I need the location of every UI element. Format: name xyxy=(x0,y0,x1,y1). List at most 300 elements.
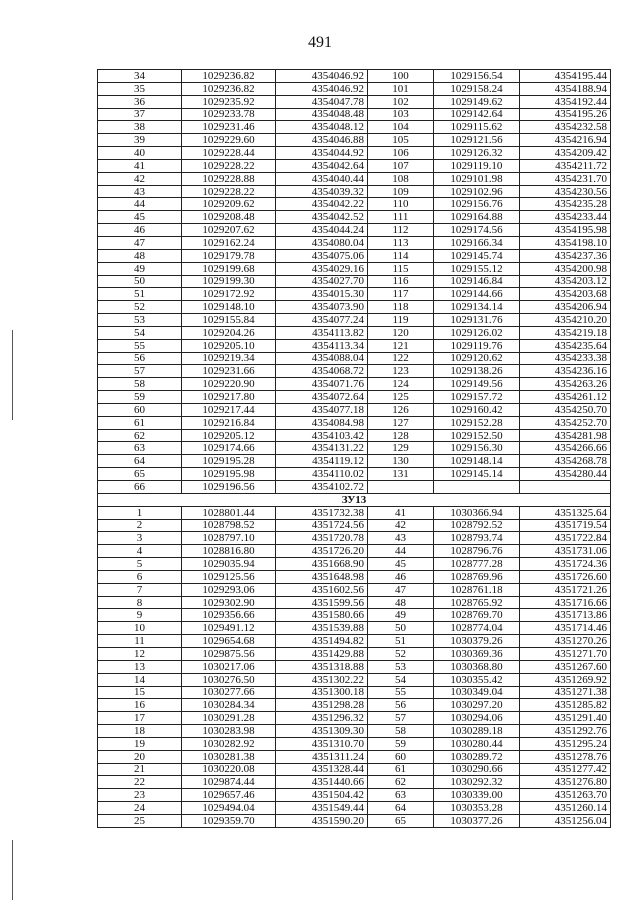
y-coordinate-cell: 4354231.70 xyxy=(520,172,611,185)
y-coordinate-cell: 4354188.94 xyxy=(520,82,611,95)
x-coordinate-cell: 1029199.30 xyxy=(182,275,276,288)
section-title: ЗУ13 xyxy=(98,493,611,506)
point-number-cell: 45 xyxy=(98,211,182,224)
x-coordinate-cell: 1030289.72 xyxy=(434,750,520,763)
x-coordinate-cell: 1029138.26 xyxy=(434,365,520,378)
point-number-cell: 4 xyxy=(98,545,182,558)
coordinates-table xyxy=(97,69,611,828)
point-number-cell: 41 xyxy=(98,159,182,172)
table-row xyxy=(98,673,611,686)
x-coordinate-cell: 1029101.98 xyxy=(434,172,520,185)
x-coordinate-cell: 1030282.92 xyxy=(182,737,276,750)
point-number-cell: 110 xyxy=(368,198,434,211)
x-coordinate-cell: 1029217.44 xyxy=(182,403,276,416)
y-coordinate-cell: 4354047.78 xyxy=(276,95,368,108)
y-coordinate-cell: 4354077.18 xyxy=(276,403,368,416)
x-coordinate-cell: 1029657.46 xyxy=(182,789,276,802)
y-coordinate-cell: 4351440.66 xyxy=(276,776,368,789)
point-number-cell: 54 xyxy=(368,673,434,686)
x-coordinate-cell: 1030284.34 xyxy=(182,699,276,712)
x-coordinate-cell: 1029207.62 xyxy=(182,224,276,237)
table-row xyxy=(98,802,611,815)
point-number-cell: 123 xyxy=(368,365,434,378)
y-coordinate-cell: 4354039.32 xyxy=(276,185,368,198)
table-row xyxy=(98,185,611,198)
x-coordinate-cell: 1030353.28 xyxy=(434,802,520,815)
y-coordinate-cell: 4354113.34 xyxy=(276,339,368,352)
point-number-cell: 100 xyxy=(368,70,434,83)
x-coordinate-cell: 1029148.10 xyxy=(182,301,276,314)
x-coordinate-cell: 1029164.88 xyxy=(434,211,520,224)
x-coordinate-cell: 1029102.96 xyxy=(434,185,520,198)
point-number-cell: 44 xyxy=(368,545,434,558)
point-number-cell: 102 xyxy=(368,95,434,108)
table-row xyxy=(98,442,611,455)
point-number-cell: 5 xyxy=(98,558,182,571)
point-number-cell: 63 xyxy=(368,789,434,802)
x-coordinate-cell: 1029179.78 xyxy=(182,249,276,262)
y-coordinate-cell: 4351292.76 xyxy=(520,725,611,738)
point-number-cell: 126 xyxy=(368,403,434,416)
table-row xyxy=(98,147,611,160)
y-coordinate-cell: 4351732.38 xyxy=(276,506,368,519)
point-number-cell: 37 xyxy=(98,108,182,121)
x-coordinate-cell: 1030280.44 xyxy=(434,737,520,750)
y-coordinate-cell: 4354232.58 xyxy=(520,121,611,134)
point-number-cell: 130 xyxy=(368,455,434,468)
y-coordinate-cell: 4354046.92 xyxy=(276,82,368,95)
point-number-cell: 11 xyxy=(98,635,182,648)
table-row xyxy=(98,391,611,404)
y-coordinate-cell: 4354206.94 xyxy=(520,301,611,314)
table-row xyxy=(98,570,611,583)
table-row xyxy=(98,352,611,365)
point-number-cell: 23 xyxy=(98,789,182,802)
point-number-cell: 121 xyxy=(368,339,434,352)
y-coordinate-cell: 4351716.66 xyxy=(520,596,611,609)
y-coordinate-cell: 4354203.12 xyxy=(520,275,611,288)
table-row xyxy=(98,545,611,558)
y-coordinate-cell: 4351300.18 xyxy=(276,686,368,699)
point-number-cell: 120 xyxy=(368,326,434,339)
table-row xyxy=(98,82,611,95)
point-number-cell: 10 xyxy=(98,622,182,635)
point-number-cell: 25 xyxy=(98,814,182,827)
table-row xyxy=(98,789,611,802)
x-coordinate-cell: 1030368.80 xyxy=(434,660,520,673)
x-coordinate-cell: 1029875.56 xyxy=(182,647,276,660)
y-coordinate-cell: 4354103.42 xyxy=(276,429,368,442)
point-number-cell: 64 xyxy=(368,802,434,815)
table-row xyxy=(98,249,611,262)
point-number-cell: 34 xyxy=(98,70,182,83)
y-coordinate-cell: 4351539.88 xyxy=(276,622,368,635)
x-coordinate-cell: 1029195.28 xyxy=(182,455,276,468)
point-number-cell: 8 xyxy=(98,596,182,609)
x-coordinate-cell: 1029156.54 xyxy=(434,70,520,83)
point-number-cell: 117 xyxy=(368,288,434,301)
y-coordinate-cell: 4354198.10 xyxy=(520,236,611,249)
y-coordinate-cell: 4354261.12 xyxy=(520,391,611,404)
table-row xyxy=(98,635,611,648)
point-number-cell: 49 xyxy=(368,609,434,622)
x-coordinate-cell: 1029121.56 xyxy=(434,134,520,147)
x-coordinate-cell: 1029131.76 xyxy=(434,314,520,327)
table-row xyxy=(98,506,611,519)
y-coordinate-cell: 4354211.72 xyxy=(520,159,611,172)
x-coordinate-cell: 1029209.62 xyxy=(182,198,276,211)
y-coordinate-cell: 4354084.98 xyxy=(276,416,368,429)
y-coordinate-cell: 4354015.30 xyxy=(276,288,368,301)
y-coordinate-cell: 4354046.92 xyxy=(276,70,368,83)
y-coordinate-cell: 4354281.98 xyxy=(520,429,611,442)
x-coordinate-cell: 1030377.26 xyxy=(434,814,520,827)
y-coordinate-cell: 4354044.24 xyxy=(276,224,368,237)
x-coordinate-cell: 1029126.02 xyxy=(434,326,520,339)
y-coordinate-cell: 4351276.80 xyxy=(520,776,611,789)
y-coordinate-cell: 4354048.12 xyxy=(276,121,368,134)
x-coordinate-cell: 1029145.14 xyxy=(434,468,520,481)
x-coordinate-cell: 1029217.80 xyxy=(182,391,276,404)
y-coordinate-cell: 4351429.88 xyxy=(276,647,368,660)
point-number-cell: 116 xyxy=(368,275,434,288)
point-number-cell: 113 xyxy=(368,236,434,249)
y-coordinate-cell: 4354237.36 xyxy=(520,249,611,262)
y-coordinate-cell: 4354195.44 xyxy=(520,70,611,83)
table-row xyxy=(98,763,611,776)
table-row xyxy=(98,750,611,763)
point-number-cell: 48 xyxy=(368,596,434,609)
point-number-cell: 111 xyxy=(368,211,434,224)
page-number: 491 xyxy=(308,34,332,51)
point-number-cell: 62 xyxy=(98,429,182,442)
point-number-cell: 51 xyxy=(368,635,434,648)
y-coordinate-cell: 4351278.76 xyxy=(520,750,611,763)
x-coordinate-cell: 1029125.56 xyxy=(182,570,276,583)
point-number-cell: 59 xyxy=(98,391,182,404)
x-coordinate-cell: 1029491.12 xyxy=(182,622,276,635)
x-coordinate-cell: 1029166.34 xyxy=(434,236,520,249)
y-coordinate-cell: 4351668.90 xyxy=(276,558,368,571)
table-row xyxy=(98,429,611,442)
x-coordinate-cell: 1029162.24 xyxy=(182,236,276,249)
y-coordinate-cell: 4351714.46 xyxy=(520,622,611,635)
x-coordinate-cell: 1029293.06 xyxy=(182,583,276,596)
table-row xyxy=(98,596,611,609)
table-row xyxy=(98,262,611,275)
point-number-cell: 49 xyxy=(98,262,182,275)
y-coordinate-cell: 4351590.20 xyxy=(276,814,368,827)
table-row xyxy=(98,776,611,789)
x-coordinate-cell: 1029144.66 xyxy=(434,288,520,301)
point-number-cell: 54 xyxy=(98,326,182,339)
point-number-cell: 124 xyxy=(368,378,434,391)
table-row xyxy=(98,455,611,468)
table-row xyxy=(98,468,611,481)
y-coordinate-cell: 4354195.26 xyxy=(520,108,611,121)
x-coordinate-cell: 1030276.50 xyxy=(182,673,276,686)
point-number-cell: 46 xyxy=(98,224,182,237)
y-coordinate-cell: 4354073.90 xyxy=(276,301,368,314)
x-coordinate-cell: 1029228.22 xyxy=(182,159,276,172)
x-coordinate-cell: 1029174.56 xyxy=(434,224,520,237)
point-number-cell: 65 xyxy=(368,814,434,827)
point-number-cell: 64 xyxy=(98,455,182,468)
point-number-cell: 66 xyxy=(98,481,182,494)
point-number-cell: 52 xyxy=(98,301,182,314)
point-number-cell: 62 xyxy=(368,776,434,789)
point-number-cell: 125 xyxy=(368,391,434,404)
y-coordinate-cell: 4354203.68 xyxy=(520,288,611,301)
point-number-cell: 122 xyxy=(368,352,434,365)
y-coordinate-cell: 4354113.82 xyxy=(276,326,368,339)
y-coordinate-cell: 4351318.88 xyxy=(276,660,368,673)
table-row xyxy=(98,326,611,339)
point-number-cell: 2 xyxy=(98,519,182,532)
x-coordinate-cell: 1029199.68 xyxy=(182,262,276,275)
point-number-cell: 14 xyxy=(98,673,182,686)
y-coordinate-cell: 4351722.84 xyxy=(520,532,611,545)
point-number-cell: 19 xyxy=(98,737,182,750)
point-number-cell: 61 xyxy=(98,416,182,429)
point-number-cell: 44 xyxy=(98,198,182,211)
x-coordinate-cell: 1029115.62 xyxy=(434,121,520,134)
point-number-cell: 24 xyxy=(98,802,182,815)
y-coordinate-cell: 4351719.54 xyxy=(520,519,611,532)
point-number-cell: 43 xyxy=(98,185,182,198)
y-coordinate-cell: 4354042.22 xyxy=(276,198,368,211)
x-coordinate-cell: 1030366.94 xyxy=(434,506,520,519)
x-coordinate-cell: 1029196.56 xyxy=(182,481,276,494)
x-coordinate-cell: 1029236.82 xyxy=(182,70,276,83)
y-coordinate-cell xyxy=(520,481,611,494)
y-coordinate-cell: 4351325.64 xyxy=(520,506,611,519)
point-number-cell: 131 xyxy=(368,468,434,481)
x-coordinate-cell: 1029228.44 xyxy=(182,147,276,160)
x-coordinate-cell: 1029126.32 xyxy=(434,147,520,160)
table-row xyxy=(98,622,611,635)
x-coordinate-cell: 1028777.28 xyxy=(434,558,520,571)
y-coordinate-cell: 4354263.26 xyxy=(520,378,611,391)
table-row xyxy=(98,378,611,391)
y-coordinate-cell: 4354046.88 xyxy=(276,134,368,147)
x-coordinate-cell: 1029152.50 xyxy=(434,429,520,442)
point-number-cell: 21 xyxy=(98,763,182,776)
table-row xyxy=(98,699,611,712)
scan-edge-mark xyxy=(12,330,13,420)
table-row xyxy=(98,236,611,249)
y-coordinate-cell: 4351271.70 xyxy=(520,647,611,660)
point-number-cell: 18 xyxy=(98,725,182,738)
table-row xyxy=(98,198,611,211)
x-coordinate-cell: 1028801.44 xyxy=(182,506,276,519)
y-coordinate-cell: 4351731.06 xyxy=(520,545,611,558)
table-row xyxy=(98,403,611,416)
x-coordinate-cell: 1028769.96 xyxy=(434,570,520,583)
x-coordinate-cell: 1028793.74 xyxy=(434,532,520,545)
point-number-cell: 52 xyxy=(368,647,434,660)
y-coordinate-cell: 4351256.04 xyxy=(520,814,611,827)
x-coordinate-cell: 1029229.60 xyxy=(182,134,276,147)
y-coordinate-cell: 4351263.70 xyxy=(520,789,611,802)
point-number-cell: 45 xyxy=(368,558,434,571)
y-coordinate-cell: 4354200.98 xyxy=(520,262,611,275)
point-number-cell: 59 xyxy=(368,737,434,750)
y-coordinate-cell: 4354195.98 xyxy=(520,224,611,237)
x-coordinate-cell: 1029204.26 xyxy=(182,326,276,339)
point-number-cell: 101 xyxy=(368,82,434,95)
table-row xyxy=(98,814,611,827)
y-coordinate-cell: 4351298.28 xyxy=(276,699,368,712)
x-coordinate-cell: 1029145.74 xyxy=(434,249,520,262)
point-number-cell: 22 xyxy=(98,776,182,789)
x-coordinate-cell: 1029205.10 xyxy=(182,339,276,352)
x-coordinate-cell: 1029134.14 xyxy=(434,301,520,314)
y-coordinate-cell: 4354233.44 xyxy=(520,211,611,224)
x-coordinate-cell: 1030349.04 xyxy=(434,686,520,699)
y-coordinate-cell: 4354233.38 xyxy=(520,352,611,365)
x-coordinate-cell: 1030292.32 xyxy=(434,776,520,789)
x-coordinate-cell: 1030290.66 xyxy=(434,763,520,776)
point-number-cell: 36 xyxy=(98,95,182,108)
point-number-cell: 127 xyxy=(368,416,434,429)
point-number-cell: 104 xyxy=(368,121,434,134)
point-number-cell: 114 xyxy=(368,249,434,262)
x-coordinate-cell: 1029231.46 xyxy=(182,121,276,134)
x-coordinate-cell: 1029120.62 xyxy=(434,352,520,365)
x-coordinate-cell: 1028798.52 xyxy=(182,519,276,532)
scan-edge-mark xyxy=(12,840,13,900)
y-coordinate-cell: 4354131.22 xyxy=(276,442,368,455)
point-number-cell: 16 xyxy=(98,699,182,712)
x-coordinate-cell: 1029228.22 xyxy=(182,185,276,198)
table-row xyxy=(98,159,611,172)
y-coordinate-cell: 4351549.44 xyxy=(276,802,368,815)
y-coordinate-cell: 4354268.78 xyxy=(520,455,611,468)
x-coordinate-cell: 1029231.66 xyxy=(182,365,276,378)
table-row xyxy=(98,519,611,532)
point-number-cell: 50 xyxy=(98,275,182,288)
table-row xyxy=(98,558,611,571)
y-coordinate-cell: 4354235.64 xyxy=(520,339,611,352)
point-number-cell: 40 xyxy=(98,147,182,160)
x-coordinate-cell: 1030339.00 xyxy=(434,789,520,802)
x-coordinate-cell: 1029157.72 xyxy=(434,391,520,404)
x-coordinate-cell: 1028774.04 xyxy=(434,622,520,635)
point-number-cell: 3 xyxy=(98,532,182,545)
y-coordinate-cell: 4351311.24 xyxy=(276,750,368,763)
table-row xyxy=(98,647,611,660)
y-coordinate-cell: 4351291.40 xyxy=(520,712,611,725)
table-row xyxy=(98,275,611,288)
table-row xyxy=(98,211,611,224)
point-number-cell: 58 xyxy=(98,378,182,391)
x-coordinate-cell: 1029208.48 xyxy=(182,211,276,224)
y-coordinate-cell: 4351494.82 xyxy=(276,635,368,648)
x-coordinate-cell: 1029149.62 xyxy=(434,95,520,108)
point-number-cell: 50 xyxy=(368,622,434,635)
table-row xyxy=(98,365,611,378)
point-number-cell: 6 xyxy=(98,570,182,583)
x-coordinate-cell: 1029146.84 xyxy=(434,275,520,288)
y-coordinate-cell: 4351648.98 xyxy=(276,570,368,583)
point-number-cell: 118 xyxy=(368,301,434,314)
point-number-cell: 63 xyxy=(98,442,182,455)
point-number-cell: 35 xyxy=(98,82,182,95)
y-coordinate-cell: 4351720.78 xyxy=(276,532,368,545)
point-number-cell: 46 xyxy=(368,570,434,583)
x-coordinate-cell: 1030277.66 xyxy=(182,686,276,699)
point-number-cell: 20 xyxy=(98,750,182,763)
point-number-cell: 107 xyxy=(368,159,434,172)
y-coordinate-cell: 4354210.20 xyxy=(520,314,611,327)
point-number-cell: 57 xyxy=(98,365,182,378)
table-row xyxy=(98,660,611,673)
point-number-cell: 61 xyxy=(368,763,434,776)
table-row xyxy=(98,172,611,185)
x-coordinate-cell: 1030294.06 xyxy=(434,712,520,725)
y-coordinate-cell: 4351260.14 xyxy=(520,802,611,815)
x-coordinate-cell: 1029874.44 xyxy=(182,776,276,789)
x-coordinate-cell: 1029149.56 xyxy=(434,378,520,391)
y-coordinate-cell: 4354088.04 xyxy=(276,352,368,365)
x-coordinate-cell: 1029195.98 xyxy=(182,468,276,481)
x-coordinate-cell: 1029119.10 xyxy=(434,159,520,172)
point-number-cell: 47 xyxy=(98,236,182,249)
y-coordinate-cell: 4351599.56 xyxy=(276,596,368,609)
point-number-cell: 57 xyxy=(368,712,434,725)
y-coordinate-cell: 4354044.92 xyxy=(276,147,368,160)
table-row xyxy=(98,301,611,314)
point-number-cell: 106 xyxy=(368,147,434,160)
section-header-row xyxy=(98,493,611,506)
y-coordinate-cell: 4351277.42 xyxy=(520,763,611,776)
point-number-cell: 65 xyxy=(98,468,182,481)
table-row xyxy=(98,481,611,494)
y-coordinate-cell: 4351302.22 xyxy=(276,673,368,686)
y-coordinate-cell: 4354266.66 xyxy=(520,442,611,455)
y-coordinate-cell: 4354235.28 xyxy=(520,198,611,211)
point-number-cell: 9 xyxy=(98,609,182,622)
x-coordinate-cell: 1029160.42 xyxy=(434,403,520,416)
point-number-cell: 15 xyxy=(98,686,182,699)
x-coordinate-cell: 1028761.18 xyxy=(434,583,520,596)
x-coordinate-cell: 1029158.24 xyxy=(434,82,520,95)
x-coordinate-cell: 1029302.90 xyxy=(182,596,276,609)
x-coordinate-cell: 1029156.30 xyxy=(434,442,520,455)
point-number-cell: 60 xyxy=(368,750,434,763)
y-coordinate-cell: 4354102.72 xyxy=(276,481,368,494)
y-coordinate-cell: 4354029.16 xyxy=(276,262,368,275)
point-number-cell: 128 xyxy=(368,429,434,442)
y-coordinate-cell: 4354068.72 xyxy=(276,365,368,378)
x-coordinate-cell: 1029205.12 xyxy=(182,429,276,442)
x-coordinate-cell: 1029220.90 xyxy=(182,378,276,391)
y-coordinate-cell: 4354192.44 xyxy=(520,95,611,108)
x-coordinate-cell: 1030220.08 xyxy=(182,763,276,776)
point-number-cell: 112 xyxy=(368,224,434,237)
x-coordinate-cell: 1029152.28 xyxy=(434,416,520,429)
y-coordinate-cell: 4351285.82 xyxy=(520,699,611,712)
y-coordinate-cell: 4354252.70 xyxy=(520,416,611,429)
x-coordinate-cell: 1030369.36 xyxy=(434,647,520,660)
y-coordinate-cell: 4354230.56 xyxy=(520,185,611,198)
point-number-cell: 1 xyxy=(98,506,182,519)
point-number-cell: 17 xyxy=(98,712,182,725)
x-coordinate-cell: 1029359.70 xyxy=(182,814,276,827)
y-coordinate-cell: 4354216.94 xyxy=(520,134,611,147)
x-coordinate-cell: 1029155.84 xyxy=(182,314,276,327)
